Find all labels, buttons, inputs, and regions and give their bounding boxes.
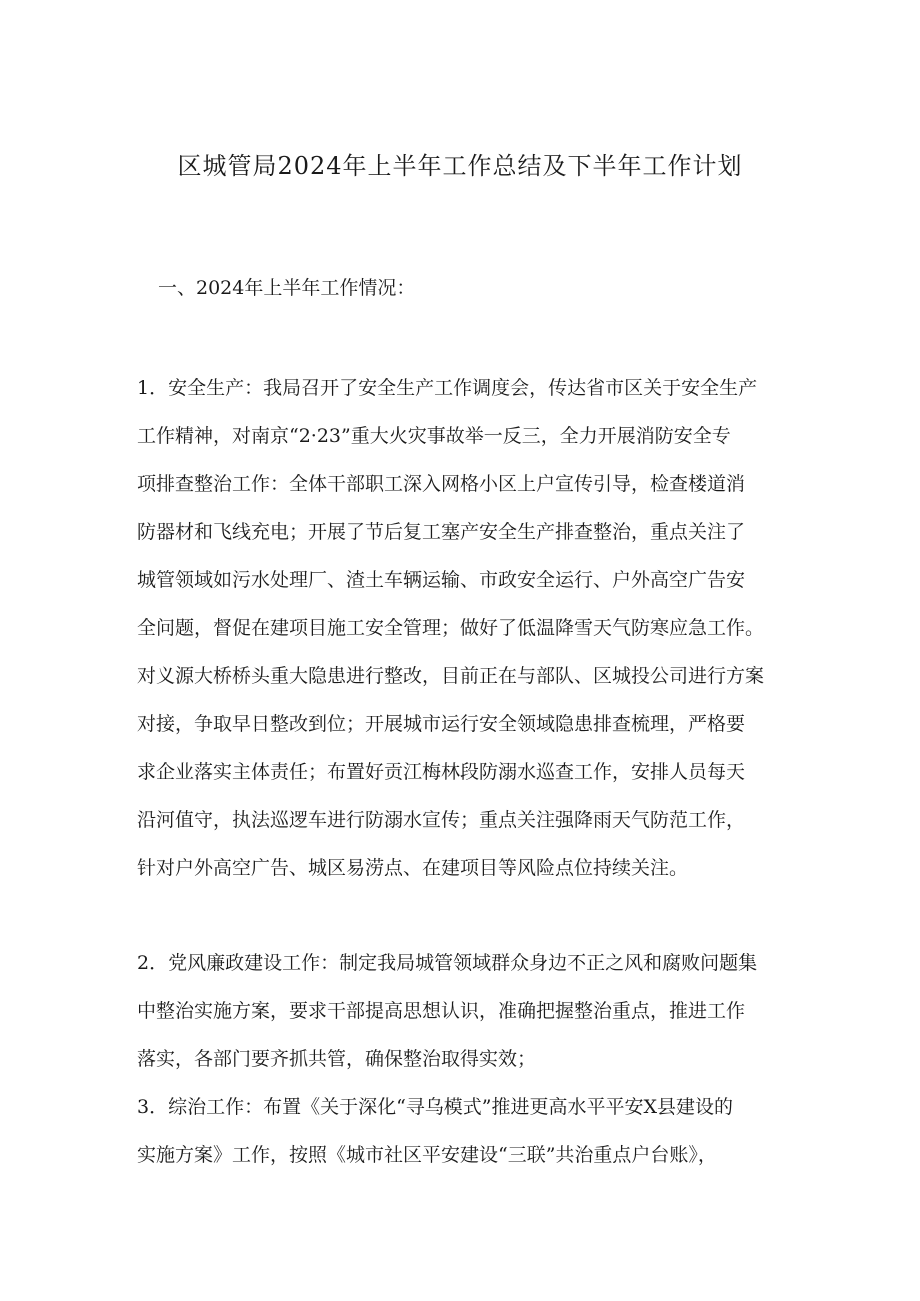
paragraph-line: 针对户外高空广告、城区易涝点、在建项目等风险点位持续关注。 <box>137 857 689 879</box>
paragraph-line: 求企业落实主体责任；布置好贡江梅林段防溺水巡查工作，安排人员每天 <box>137 761 746 783</box>
document-title: 区城管局2024年上半年工作总结及下半年工作计划 <box>177 152 743 180</box>
paragraph-line: 2．党风廉政建设工作：制定我局城管领域群众身边不正之风和腐败问题集 <box>137 952 758 974</box>
paragraph-line: 对接，争取早日整改到位；开展城市运行安全领域隐患排查梳理，严格要 <box>137 713 746 735</box>
paragraph-line: 中整治实施方案，要求干部提高思想认识，准确把握整治重点，推进工作 <box>137 1000 746 1022</box>
paragraph-line: 防器材和飞线充电；开展了节后复工塞产安全生产排查整治，重点关注了 <box>137 521 746 543</box>
paragraph-line: 落实，各部门要齐抓共管，确保整治取得实效； <box>137 1048 537 1070</box>
paragraph-line: 项排查整治工作：全体干部职工深入网格小区上户宣传引导，检查楼道消 <box>137 473 746 495</box>
paragraph-line: 实施方案》工作，按照《城市社区平安建设“三联”共治重点户台账》， <box>137 1144 717 1166</box>
paragraph-line: 城管领域如污水处理厂、渣土车辆运输、市政安全运行、户外高空广告安 <box>137 569 746 591</box>
paragraph-party-conduct <box>137 939 797 1083</box>
paragraph-line: 全问题，督促在建项目施工安全管理；做好了低温降雪天气防寒应急工作。 <box>137 617 765 639</box>
paragraph-safety-production <box>137 364 797 892</box>
paragraph-comprehensive-governance <box>137 1083 797 1179</box>
paragraph-line: 沿河值守，执法巡逻车进行防溺水宣传；重点关注强降雨天气防范工作， <box>137 809 746 831</box>
section-heading: 一、2024年上半年工作情况： <box>158 277 416 299</box>
paragraph-line: 3．综治工作：布置《关于深化“寻乌模式”推进更高水平平安X县建设的 <box>137 1096 734 1118</box>
paragraph-line: 对义源大桥桥头重大隐患进行整改，目前正在与部队、区城投公司进行方案 <box>137 665 765 687</box>
paragraph-line: 工作精神，对南京“2·23”重大火灾事故举一反三，全力开展消防安全专 <box>137 425 731 447</box>
paragraph-line: 1．安全生产：我局召开了安全生产工作调度会，传达省市区关于安全生产 <box>137 377 758 399</box>
